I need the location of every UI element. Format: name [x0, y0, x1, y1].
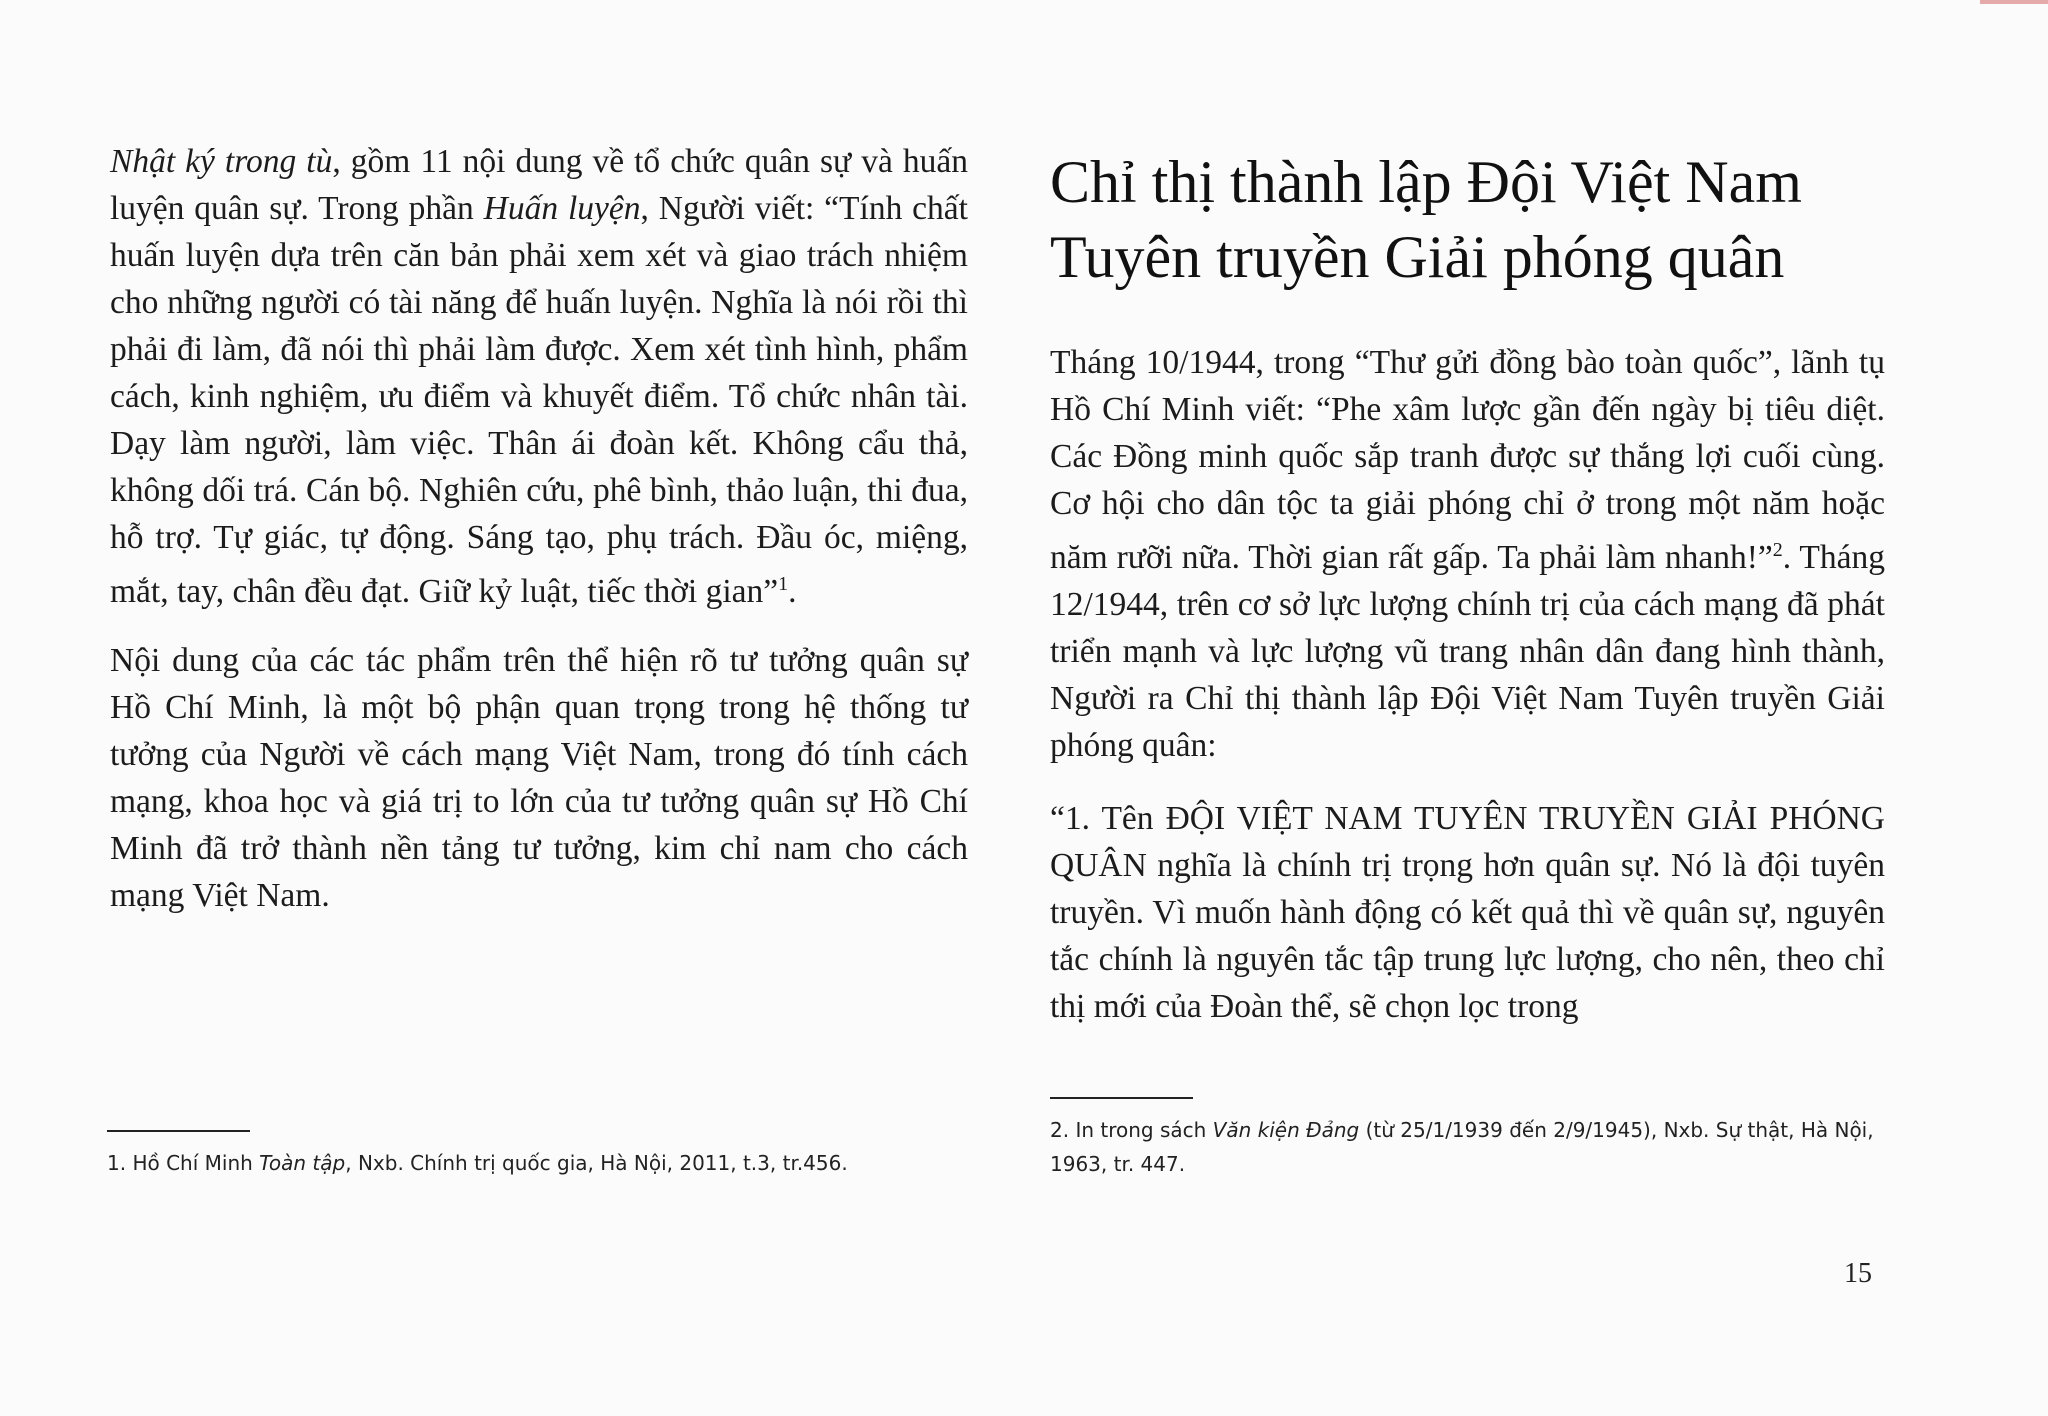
text-span: (từ 25/1/1939 đến 2/9/1945), Nxb. Sự thật, Hà Nội, 1963, tr. 447.: [1050, 1118, 1874, 1176]
text-span: , Nxb. Chính trị quốc gia, Hà Nội, 2011, t.3, tr.456.: [345, 1151, 848, 1175]
text-span: , gồm 11 nội dung về tổ chức quân sự và huấn luyện quân sự. Trong phần: [110, 143, 968, 227]
text-span: .: [788, 573, 797, 611]
text-span: . Tháng 12/1944, trên cơ sở lực lượng chính trị của cách mạng đã phát triển mạnh và lực lượng vũ trang nhân dân đang hình thành, Người ra Chỉ thị thành lập Đội Việt Nam Tuyên truyền Giải phóng quân:: [1050, 539, 1885, 765]
footnote-rule: [107, 1130, 250, 1132]
right-footnote-block: [1050, 1097, 1890, 1181]
footnote-ref-2[interactable]: 2: [1772, 539, 1783, 561]
text-span: Tháng 10/1944, trong “Thư gửi đồng bào toàn quốc”, lãnh tụ Hồ Chí Minh viết: “Phe xâm lược gần đến ngày bị tiêu diệt. Các Đồng minh quốc sắp tranh được sự thắng lợi cuối cùng. Cơ hội cho dân tộc ta giải phóng chỉ ở trong một năm hoặc năm rưỡi nữa. Thời gian rất gấp. Ta phải làm nhanh!”: [1050, 344, 1885, 577]
section-heading: Chỉ thị thành lập Đội Việt Nam Tuyên truyền Giải phóng quân: [1050, 149, 1802, 290]
footnote-ref-1[interactable]: 1: [778, 573, 789, 595]
text-span: , Người viết: “Tính chất huấn luyện dựa trên căn bản phải xem xét và giao trách nhiệm cho những người có tài năng để huấn luyện. Nghĩa là nói rồi thì phải đi làm, đã nói thì phải làm được. Xem xét tình hình, phẩm cách, kinh nghiệm, ưu điểm và khuyết điểm. Tổ chức nhân tài. Dạy làm người, làm việc. Thân ái đoàn kết. Không cẩu thả, không dối trá. Cán bộ. Nghiên cứu, phê bình, thảo luận, thi đua, hỗ trợ. Tự giác, tự động. Sáng tạo, phụ trách. Đầu óc, miệng, mắt, tay, chân đều đạt. Giữ kỷ luật, tiếc thời gian”: [110, 190, 968, 611]
text-span: Toàn tập: [259, 1151, 346, 1175]
text-span: Văn kiện Đảng: [1212, 1118, 1360, 1142]
left-column: [110, 138, 968, 919]
text-span: 2. In trong sách: [1050, 1118, 1213, 1142]
footnote-2: [1050, 1113, 1890, 1181]
section-title: Huấn luyện: [483, 190, 641, 227]
right-column: [1050, 145, 1885, 1030]
right-paragraph-2: “1. Tên ĐỘI VIỆT NAM TUYÊN TRUYỀN GIẢI PHÓNG QUÂN nghĩa là chính trị trọng hơn quân sự. Nó là đội tuyên truyền. Vì muốn hành động có kết quả thì về quân sự, nguyên tắc chính là nguyên tắc tập trung lực lượng, cho nên, theo chỉ thị mới của Đoàn thể, sẽ chọn lọc trong: [1050, 800, 1885, 1026]
footnote-rule: [1050, 1097, 1193, 1099]
right-paragraph-1: [1050, 339, 1885, 769]
page-number: 15: [1844, 1258, 1872, 1289]
corner-mark: [1980, 0, 2048, 4]
left-paragraph-1: [110, 138, 968, 615]
left-paragraph-2: Nội dung của các tác phẩm trên thể hiện rõ tư tưởng quân sự Hồ Chí Minh, là một bộ phận quan trọng trong hệ thống tư tưởng của Người về cách mạng Việt Nam, trong đó tính cách mạng, khoa học và giá trị to lớn của tư tưởng quân sự Hồ Chí Minh đã trở thành nền tảng tư tưởng, kim chỉ nam cho cách mạng Việt Nam.: [110, 642, 968, 915]
book-title: Nhật ký trong tù: [110, 143, 333, 180]
text-span: 1. Hồ Chí Minh: [107, 1151, 260, 1175]
left-footnote-block: [107, 1130, 967, 1180]
footnote-1: [107, 1146, 967, 1180]
